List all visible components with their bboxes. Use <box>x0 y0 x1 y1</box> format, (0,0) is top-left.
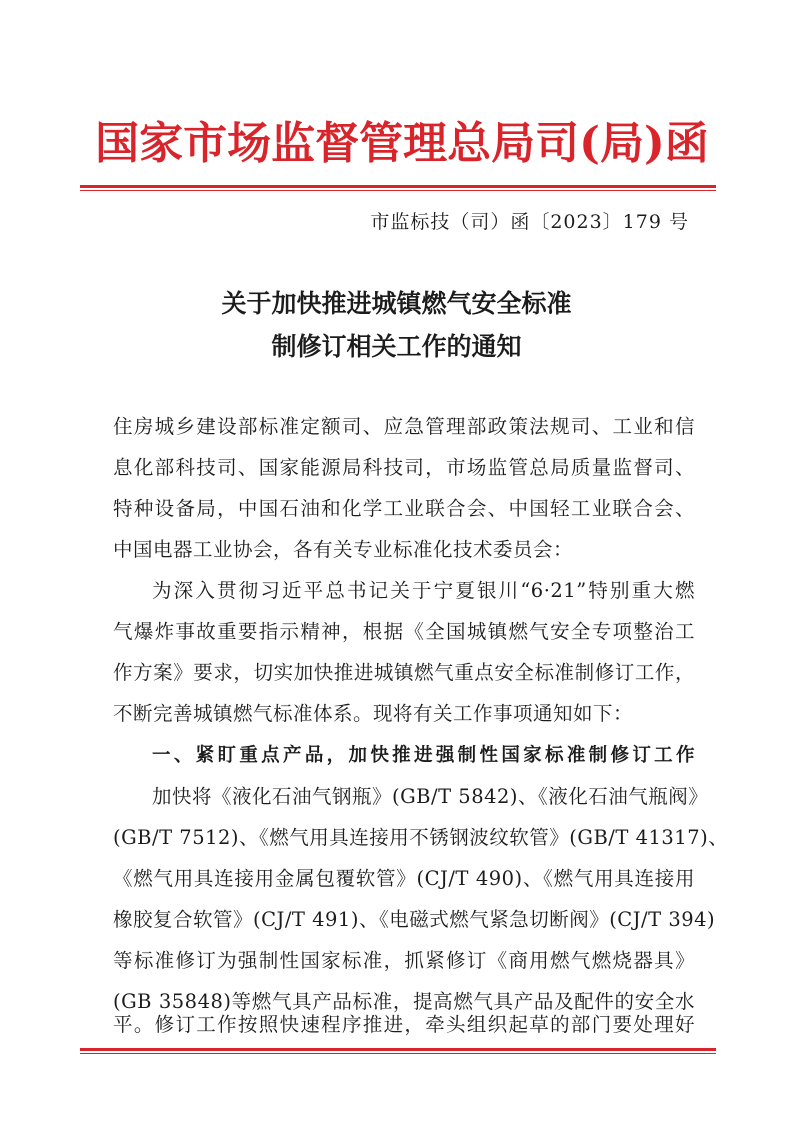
paragraph-line: 平。修订工作按照快速程序推进，牵头组织起草的部门要处理好 <box>113 1013 695 1036</box>
paragraph-line: 橡胶复合软管》(CJ/T 491)、《电磁式燃气紧急切断阀》(CJ/T 394) <box>113 908 716 931</box>
addressee-line: 息化部科技司、国家能源局科技司，市场监管总局质量监督司、 <box>113 456 695 479</box>
letterhead-rule-thick <box>80 185 716 188</box>
footer-rule-thin <box>80 1053 716 1054</box>
paragraph-line: 气爆炸事故重要指示精神，根据《全国城镇燃气安全专项整治工 <box>113 620 695 643</box>
paragraph-line: (GB 35848)等燃气具产品标准，提高燃气具产品及配件的安全水 <box>113 990 695 1013</box>
addressee-line: 特种设备局，中国石油和化学工业联合会、中国轻工业联合会、 <box>113 497 695 520</box>
letterhead-title: 国家市场监督管理总局司(局)函 <box>95 118 709 169</box>
paragraph-line: 不断完善城镇燃气标准体系。现将有关工作事项通知如下： <box>113 702 634 725</box>
addressee-line: 中国电器工业协会，各有关专业标准化技术委员会： <box>113 538 574 561</box>
section-heading: 一、紧盯重点产品，加快推进强制性国家标准制修订工作 <box>152 745 695 766</box>
footer-rule-thick <box>80 1048 716 1051</box>
addressee-line: 住房城乡建设部标准定额司、应急管理部政策法规司、工业和信 <box>113 415 695 438</box>
document-title-line-2: 制修订相关工作的通知 <box>271 332 522 361</box>
paragraph-line: 《燃气用具连接用金属包覆软管》(CJ/T 490)、《燃气用具连接用 <box>113 867 695 890</box>
document-number: 市监标技（司）函〔2023〕179 号 <box>370 211 689 233</box>
paragraph-line: (GB/T 7512)、《燃气用具连接用不锈钢波纹软管》(GB/T 41317)、 <box>113 826 729 849</box>
paragraph-line: 等标准修订为强制性国家标准，抓紧修订《商用燃气燃烧器具》 <box>113 949 695 972</box>
paragraph-line: 作方案》要求，切实加快推进城镇燃气重点安全标准制修订工作， <box>113 661 695 684</box>
document-title-line-1: 关于加快推进城镇燃气安全标准 <box>221 289 572 318</box>
letterhead-rule-thin <box>80 190 716 191</box>
paragraph-line: 加快将《液化石油气钢瓶》(GB/T 5842)、《液化石油气瓶阀》 <box>152 785 709 808</box>
paragraph-line: 为深入贯彻习近平总书记关于宁夏银川“6·21”特别重大燃 <box>152 579 695 602</box>
